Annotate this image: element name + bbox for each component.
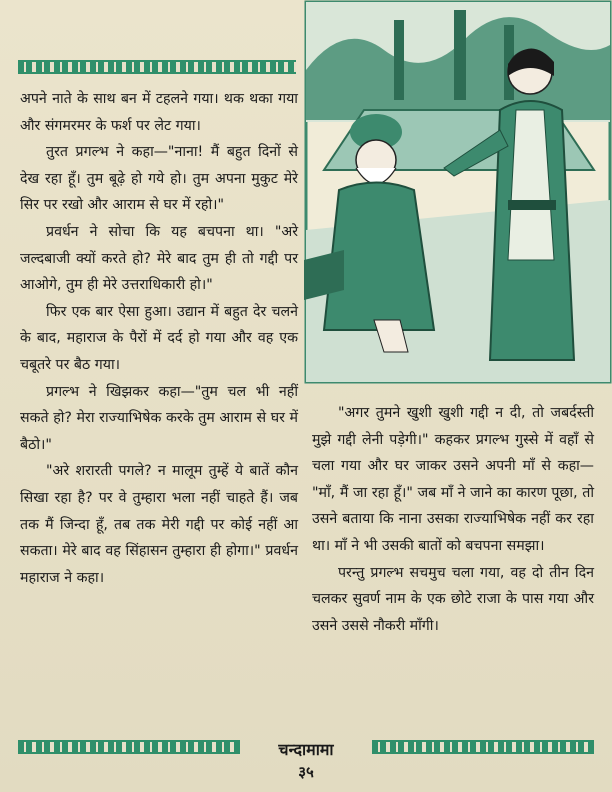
paragraph: तुरत प्रगल्भ ने कहा—"नाना! मैं बहुत दिनों से देख रहा हूँ। तुम बूढ़े हो गये हो। तुम अपना मुकुट मेरे सिर पर रखो और आराम से घर में रहो।" [20,144,298,214]
paragraph: "अरे शरारती पगले? न मालूम तुम्हें ये बातें कौन सिखा रहा है? पर वे तुम्हारा भला नहीं चाहते हैं। जब तक मैं जिन्दा हूँ, तब तक मेरी गद्दी पर कोई नहीं आ सकता। मेरे बाद वह सिंहासन तुम्हारा ही होगा।" प्रवर्धन महाराज ने कहा। [20,463,298,586]
ornamental-border-bottom-left [18,740,240,754]
page-number: ३५ [298,763,314,781]
paragraph: "अगर तुमने खुशी खुशी गद्दी न दी, तो जबर्दस्ती मुझे गद्दी लेनी पड़ेगी।" कहकर प्रगल्भ गुस्से में वहाँ से चला गया और घर जाकर उसने अपनी माँ से कहा— "माँ, मैं जा रहा हूँ।" जब माँ ने जाने का कारण पूछा, तो उसने बताया कि नाना उसका राज्याभिषेक नहीं कर रहा था। माँ ने भी उसकी बातों को बचपना समझा। [312,405,594,554]
paragraph: अपने नाते के साथ बन में टहलने गया। थक थका गया और संगमरमर के फर्श पर लेट गया। [20,91,298,134]
magazine-title: चन्दामामा [278,740,334,759]
paragraph: फिर एक बार ऐसा हुआ। उद्यान में बहुत देर चलने के बाद, महाराज के पैरों में दर्द हो गया और वह एक चबूतरे पर बैठ गया। [20,303,298,373]
paragraph: प्रवर्धन ने सोचा कि यह बचपना था। "अरे जल्दबाजी क्यों करते हो? मेरे बाद तुम ही तो गद्दी पर आओगे, तुम ही मेरे उत्तराधिकारी हो।" [20,223,298,294]
ornamental-border-top [18,60,296,74]
paragraph: परन्तु प्रगल्भ सचमुच चला गया, वह दो तीन दिन चलकर सुवर्ण नाम के एक छोटे राजा के पास गया और उसने उससे नौकरी माँगी। [312,564,594,634]
left-text-column [20,86,298,591]
ornamental-border-bottom-right [372,740,594,754]
story-illustration [304,0,612,384]
right-text-column [312,400,594,639]
paragraph: प्रगल्भ ने खिझकर कहा—"तुम चल भी नहीं सकते हो? मेरा राज्याभिषेक करके तुम आराम से घर में बैठो।" [20,383,298,453]
